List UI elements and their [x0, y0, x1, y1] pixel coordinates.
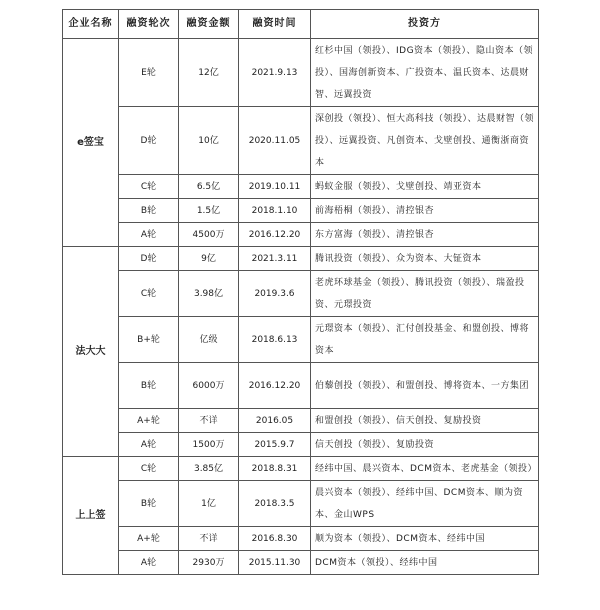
company-name: 上上签: [63, 457, 119, 575]
round-cell: A轮: [119, 223, 179, 247]
time-cell: 2016.05: [239, 409, 311, 433]
company-name: 法大大: [63, 247, 119, 457]
round-cell: A+轮: [119, 409, 179, 433]
header-amount: 融资金额: [179, 10, 239, 39]
investors-cell: 腾讯投资（领投）、众为资本、大钲资本: [311, 247, 539, 271]
round-cell: E轮: [119, 39, 179, 107]
time-cell: 2018.3.5: [239, 481, 311, 527]
investors-cell: 信天创投（领投）、复励投资: [311, 433, 539, 457]
amount-cell: 亿级: [179, 317, 239, 363]
investors-cell: 伯藜创投（领投）、和盟创投、博将资本、一方集团: [311, 363, 539, 409]
investors-cell: 东方富海（领投）、清控银杏: [311, 223, 539, 247]
investors-cell: 顺为资本（领投）、DCM资本、经纬中国: [311, 527, 539, 551]
amount-cell: 3.85亿: [179, 457, 239, 481]
investors-cell: 和盟创投（领投）、信天创投、复励投资: [311, 409, 539, 433]
time-cell: 2018.6.13: [239, 317, 311, 363]
investors-cell: DCM资本（领投）、经纬中国: [311, 551, 539, 575]
header-row: [63, 10, 539, 39]
investors-cell: 蚂蚁金服（领投）、戈壁创投、靖亚资本: [311, 175, 539, 199]
time-cell: 2021.9.13: [239, 39, 311, 107]
investors-cell: 元璟资本（领投）、汇付创投基金、和盟创投、博将资本: [311, 317, 539, 363]
round-cell: B轮: [119, 199, 179, 223]
header-investors: 投资方: [311, 10, 539, 39]
table-row: [63, 363, 539, 409]
amount-cell: 2930万: [179, 551, 239, 575]
round-cell: B轮: [119, 481, 179, 527]
investors-cell: 经纬中国、晨兴资本、DCM资本、老虎基金（领投）: [311, 457, 539, 481]
table-row: [63, 433, 539, 457]
table-row: [63, 527, 539, 551]
amount-cell: 1.5亿: [179, 199, 239, 223]
round-cell: D轮: [119, 107, 179, 175]
round-cell: B+轮: [119, 317, 179, 363]
round-cell: B轮: [119, 363, 179, 409]
table-row: [63, 175, 539, 199]
round-cell: C轮: [119, 271, 179, 317]
investors-cell: 红杉中国（领投）、IDG资本（领投）、隐山资本（领投）、国海创新资本、广投资本、温氏资本、达晨财智、远翼投资: [311, 39, 539, 107]
time-cell: 2018.1.10: [239, 199, 311, 223]
table-row: [63, 317, 539, 363]
round-cell: C轮: [119, 175, 179, 199]
table-row: [63, 199, 539, 223]
table-row: [63, 457, 539, 481]
time-cell: 2016.8.30: [239, 527, 311, 551]
header-time: 融资时间: [239, 10, 311, 39]
table-row: [63, 223, 539, 247]
table-row: [63, 409, 539, 433]
investors-cell: 深创投（领投）、恒大高科技（领投）、达晨财智（领投）、远翼投资、凡创资本、戈壁创投、通衡浙商资本: [311, 107, 539, 175]
table-row: [63, 107, 539, 175]
table-row: [63, 481, 539, 527]
round-cell: A+轮: [119, 527, 179, 551]
round-cell: C轮: [119, 457, 179, 481]
time-cell: 2016.12.20: [239, 223, 311, 247]
table-row: [63, 247, 539, 271]
time-cell: 2018.8.31: [239, 457, 311, 481]
round-cell: D轮: [119, 247, 179, 271]
amount-cell: 3.98亿: [179, 271, 239, 317]
table-row: [63, 39, 539, 107]
time-cell: 2020.11.05: [239, 107, 311, 175]
time-cell: 2015.9.7: [239, 433, 311, 457]
header-round: 融资轮次: [119, 10, 179, 39]
table-row: [63, 551, 539, 575]
amount-cell: 6.5亿: [179, 175, 239, 199]
time-cell: 2015.11.30: [239, 551, 311, 575]
header-company: 企业名称: [63, 10, 119, 39]
amount-cell: 不详: [179, 409, 239, 433]
amount-cell: 不详: [179, 527, 239, 551]
amount-cell: 4500万: [179, 223, 239, 247]
amount-cell: 6000万: [179, 363, 239, 409]
table-row: [63, 271, 539, 317]
company-name: e签宝: [63, 39, 119, 247]
investors-cell: 老虎环球基金（领投）、腾讯投资（领投）、瑞盈投资、元璟投资: [311, 271, 539, 317]
amount-cell: 12亿: [179, 39, 239, 107]
amount-cell: 1500万: [179, 433, 239, 457]
amount-cell: 10亿: [179, 107, 239, 175]
table-body: [63, 39, 539, 575]
round-cell: A轮: [119, 551, 179, 575]
amount-cell: 9亿: [179, 247, 239, 271]
time-cell: 2019.3.6: [239, 271, 311, 317]
amount-cell: 1亿: [179, 481, 239, 527]
time-cell: 2016.12.20: [239, 363, 311, 409]
round-cell: A轮: [119, 433, 179, 457]
time-cell: 2019.10.11: [239, 175, 311, 199]
time-cell: 2021.3.11: [239, 247, 311, 271]
financing-table: [62, 9, 539, 575]
investors-cell: 前海梧桐（领投）、清控银杏: [311, 199, 539, 223]
investors-cell: 晨兴资本（领投）、经纬中国、DCM资本、顺为资本、金山WPS: [311, 481, 539, 527]
